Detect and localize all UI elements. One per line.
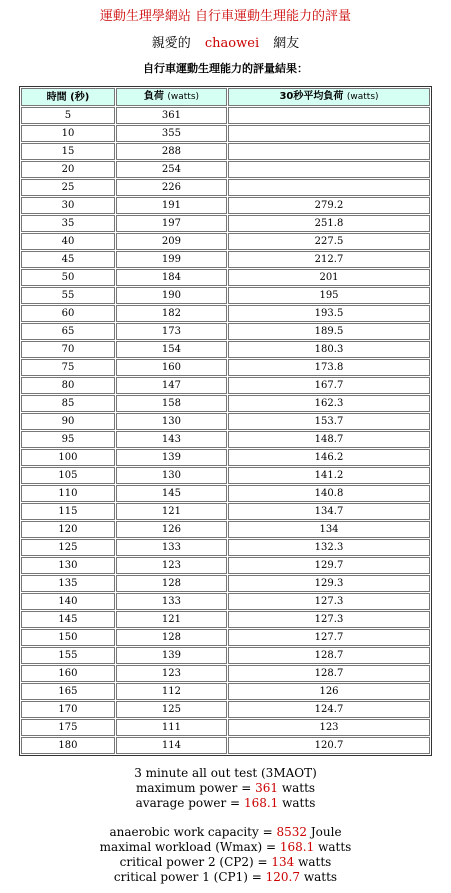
greeting-suffix: 網友 <box>273 36 300 51</box>
cell-load: 209 <box>116 233 227 250</box>
cell-avg-load: 123 <box>228 719 430 736</box>
cell-load: 154 <box>116 341 227 358</box>
cell-time: 110 <box>21 485 115 502</box>
table-row <box>21 395 430 412</box>
cell-time: 5 <box>21 107 115 124</box>
cell-avg-load: 162.3 <box>228 395 430 412</box>
cell-load: 147 <box>116 377 227 394</box>
table-body <box>21 107 430 754</box>
cell-time: 145 <box>21 611 115 628</box>
cell-load: 143 <box>116 431 227 448</box>
table-row <box>21 215 430 232</box>
cell-time: 25 <box>21 179 115 196</box>
cell-load: 160 <box>116 359 227 376</box>
max-power-unit: watts <box>281 781 316 795</box>
table-row <box>21 449 430 466</box>
cell-time: 35 <box>21 215 115 232</box>
cell-time: 90 <box>21 413 115 430</box>
table-row <box>21 737 430 754</box>
cell-time: 160 <box>21 665 115 682</box>
table-row <box>21 125 430 142</box>
cell-time: 100 <box>21 449 115 466</box>
cell-time: 15 <box>21 143 115 160</box>
table-row <box>21 647 430 664</box>
cell-load: 361 <box>116 107 227 124</box>
cell-time: 55 <box>21 287 115 304</box>
cell-avg-load: 146.2 <box>228 449 430 466</box>
table-row <box>21 701 430 718</box>
table-row <box>21 287 430 304</box>
cell-time: 150 <box>21 629 115 646</box>
table-row <box>21 629 430 646</box>
greeting-prefix: 親愛的 <box>151 36 191 51</box>
cell-time: 130 <box>21 557 115 574</box>
cp1-unit: watts <box>303 870 338 884</box>
wmax-unit: watts <box>318 840 352 854</box>
cell-load: 226 <box>116 179 227 196</box>
cell-time: 30 <box>21 197 115 214</box>
cell-avg-load: 193.5 <box>228 305 430 322</box>
table-row <box>21 683 430 700</box>
column-header-load-label: 負荷 <box>143 91 164 102</box>
cell-time: 115 <box>21 503 115 520</box>
cell-time: 180 <box>21 737 115 754</box>
cell-time: 120 <box>21 521 115 538</box>
cp1-label: critical power 1 (CP1) = <box>113 870 262 884</box>
table-row <box>21 593 430 610</box>
table-row <box>21 413 430 430</box>
column-header-load <box>116 88 227 106</box>
cell-avg-load <box>228 107 430 124</box>
avg-power-unit: watts <box>282 796 316 810</box>
cell-load: 184 <box>116 269 227 286</box>
table-row <box>21 611 430 628</box>
cell-avg-load: 189.5 <box>228 323 430 340</box>
cell-load: 128 <box>116 575 227 592</box>
cell-time: 95 <box>21 431 115 448</box>
cell-avg-load: 128.7 <box>228 665 430 682</box>
cell-avg-load: 127.3 <box>228 611 430 628</box>
cell-avg-load <box>228 179 430 196</box>
avg-power-label: avarage power = <box>135 796 241 810</box>
awc-unit: Joule <box>310 825 342 839</box>
cell-load: 126 <box>116 521 227 538</box>
cell-time: 135 <box>21 575 115 592</box>
cell-avg-load: 128.7 <box>228 647 430 664</box>
cell-time: 40 <box>21 233 115 250</box>
table-header-row <box>21 88 430 106</box>
test-name: 3 minute all out test (3MAOT) <box>134 766 317 780</box>
cell-avg-load: 120.7 <box>228 737 430 754</box>
cell-avg-load: 180.3 <box>228 341 430 358</box>
cell-avg-load: 129.7 <box>228 557 430 574</box>
table-row <box>21 719 430 736</box>
table-row <box>21 305 430 322</box>
table-row <box>21 251 430 268</box>
table-row <box>21 377 430 394</box>
table-row <box>21 359 430 376</box>
column-header-time: 時間 (秒) <box>21 88 115 106</box>
wmax-value: 168.1 <box>279 840 315 854</box>
cell-time: 60 <box>21 305 115 322</box>
cell-load: 133 <box>116 539 227 556</box>
cp2-line <box>0 855 451 870</box>
wmax-line <box>0 840 451 855</box>
cell-load: 125 <box>116 701 227 718</box>
cell-avg-load: 126 <box>228 683 430 700</box>
table-row <box>21 107 430 124</box>
username: chaowei <box>204 36 260 51</box>
max-power-line <box>0 781 451 796</box>
cell-load: 128 <box>116 629 227 646</box>
cell-avg-load <box>228 125 430 142</box>
cell-load: 123 <box>116 665 227 682</box>
wmax-label: maximal workload (Wmax) = <box>99 840 277 854</box>
awc-line <box>0 825 451 840</box>
cell-load: 190 <box>116 287 227 304</box>
cell-load: 130 <box>116 467 227 484</box>
avg-power-value: 168.1 <box>243 796 279 810</box>
cell-load: 199 <box>116 251 227 268</box>
column-header-avg-load-unit: (watts) <box>346 92 379 102</box>
cell-avg-load: 134 <box>228 521 430 538</box>
spacer <box>0 811 451 825</box>
cell-load: 130 <box>116 413 227 430</box>
cell-time: 45 <box>21 251 115 268</box>
table-row <box>21 485 430 502</box>
avg-power-line <box>0 796 451 811</box>
cell-load: 197 <box>116 215 227 232</box>
table-row <box>21 665 430 682</box>
cell-time: 165 <box>21 683 115 700</box>
column-header-load-unit: (watts) <box>167 92 200 102</box>
cell-avg-load: 251.8 <box>228 215 430 232</box>
cell-load: 139 <box>116 449 227 466</box>
cell-time: 50 <box>21 269 115 286</box>
cell-time: 170 <box>21 701 115 718</box>
cell-load: 121 <box>116 611 227 628</box>
awc-label: anaerobic work capacity = <box>109 825 273 839</box>
table-row <box>21 557 430 574</box>
cell-avg-load <box>228 143 430 160</box>
greeting <box>0 32 451 51</box>
awc-value: 8532 <box>276 825 308 839</box>
cell-time: 10 <box>21 125 115 142</box>
cell-load: 191 <box>116 197 227 214</box>
max-power-value: 361 <box>255 781 278 795</box>
table-row <box>21 575 430 592</box>
cell-avg-load: 167.7 <box>228 377 430 394</box>
table-row <box>21 341 430 358</box>
table-row <box>21 179 430 196</box>
cell-time: 140 <box>21 593 115 610</box>
cell-avg-load: 148.7 <box>228 431 430 448</box>
cell-time: 155 <box>21 647 115 664</box>
cell-load: 182 <box>116 305 227 322</box>
cell-time: 175 <box>21 719 115 736</box>
cell-time: 65 <box>21 323 115 340</box>
cell-time: 80 <box>21 377 115 394</box>
cell-avg-load: 127.7 <box>228 629 430 646</box>
cell-time: 20 <box>21 161 115 178</box>
table-row <box>21 467 430 484</box>
table-row <box>21 503 430 520</box>
table-row <box>21 197 430 214</box>
site-title: 運動生理學網站 自行車運動生理能力的評量 <box>99 9 352 24</box>
cell-avg-load: 195 <box>228 287 430 304</box>
table-row <box>21 521 430 538</box>
cell-load: 133 <box>116 593 227 610</box>
table-row <box>21 233 430 250</box>
cell-avg-load: 129.3 <box>228 575 430 592</box>
cell-load: 139 <box>116 647 227 664</box>
cell-load: 112 <box>116 683 227 700</box>
cell-time: 70 <box>21 341 115 358</box>
cell-load: 158 <box>116 395 227 412</box>
cp2-value: 134 <box>271 855 295 869</box>
cell-time: 85 <box>21 395 115 412</box>
cell-avg-load: 134.7 <box>228 503 430 520</box>
cell-time: 75 <box>21 359 115 376</box>
cell-load: 145 <box>116 485 227 502</box>
cell-avg-load: 212.7 <box>228 251 430 268</box>
cell-avg-load <box>228 161 430 178</box>
table-row <box>21 431 430 448</box>
table-row <box>21 269 430 286</box>
cell-avg-load: 227.5 <box>228 233 430 250</box>
cell-avg-load: 153.7 <box>228 413 430 430</box>
cell-time: 105 <box>21 467 115 484</box>
table-row <box>21 539 430 556</box>
max-power-label: maximum power = <box>135 781 252 795</box>
cell-load: 355 <box>116 125 227 142</box>
results-title: 自行車運動生理能力的評量結果： <box>143 62 308 75</box>
cell-time: 125 <box>21 539 115 556</box>
table-row <box>21 161 430 178</box>
column-header-avg-load-label: 30秒平均負荷 <box>279 91 344 102</box>
cell-load: 114 <box>116 737 227 754</box>
summary <box>0 766 451 885</box>
cell-avg-load: 127.3 <box>228 593 430 610</box>
cell-avg-load: 201 <box>228 269 430 286</box>
cell-load: 123 <box>116 557 227 574</box>
cell-load: 121 <box>116 503 227 520</box>
cell-avg-load: 124.7 <box>228 701 430 718</box>
cell-avg-load: 140.8 <box>228 485 430 502</box>
cell-load: 111 <box>116 719 227 736</box>
cp1-value: 120.7 <box>265 870 300 884</box>
column-header-avg-load <box>228 88 430 106</box>
cp1-line <box>0 870 451 885</box>
cell-avg-load: 173.8 <box>228 359 430 376</box>
cp2-label: critical power 2 (CP2) = <box>119 855 268 869</box>
table-row <box>21 143 430 160</box>
cell-load: 173 <box>116 323 227 340</box>
cell-load: 288 <box>116 143 227 160</box>
cp2-unit: watts <box>298 855 332 869</box>
cell-avg-load: 141.2 <box>228 467 430 484</box>
results-table <box>19 86 432 756</box>
cell-load: 254 <box>116 161 227 178</box>
cell-avg-load: 132.3 <box>228 539 430 556</box>
table-row <box>21 323 430 340</box>
cell-avg-load: 279.2 <box>228 197 430 214</box>
